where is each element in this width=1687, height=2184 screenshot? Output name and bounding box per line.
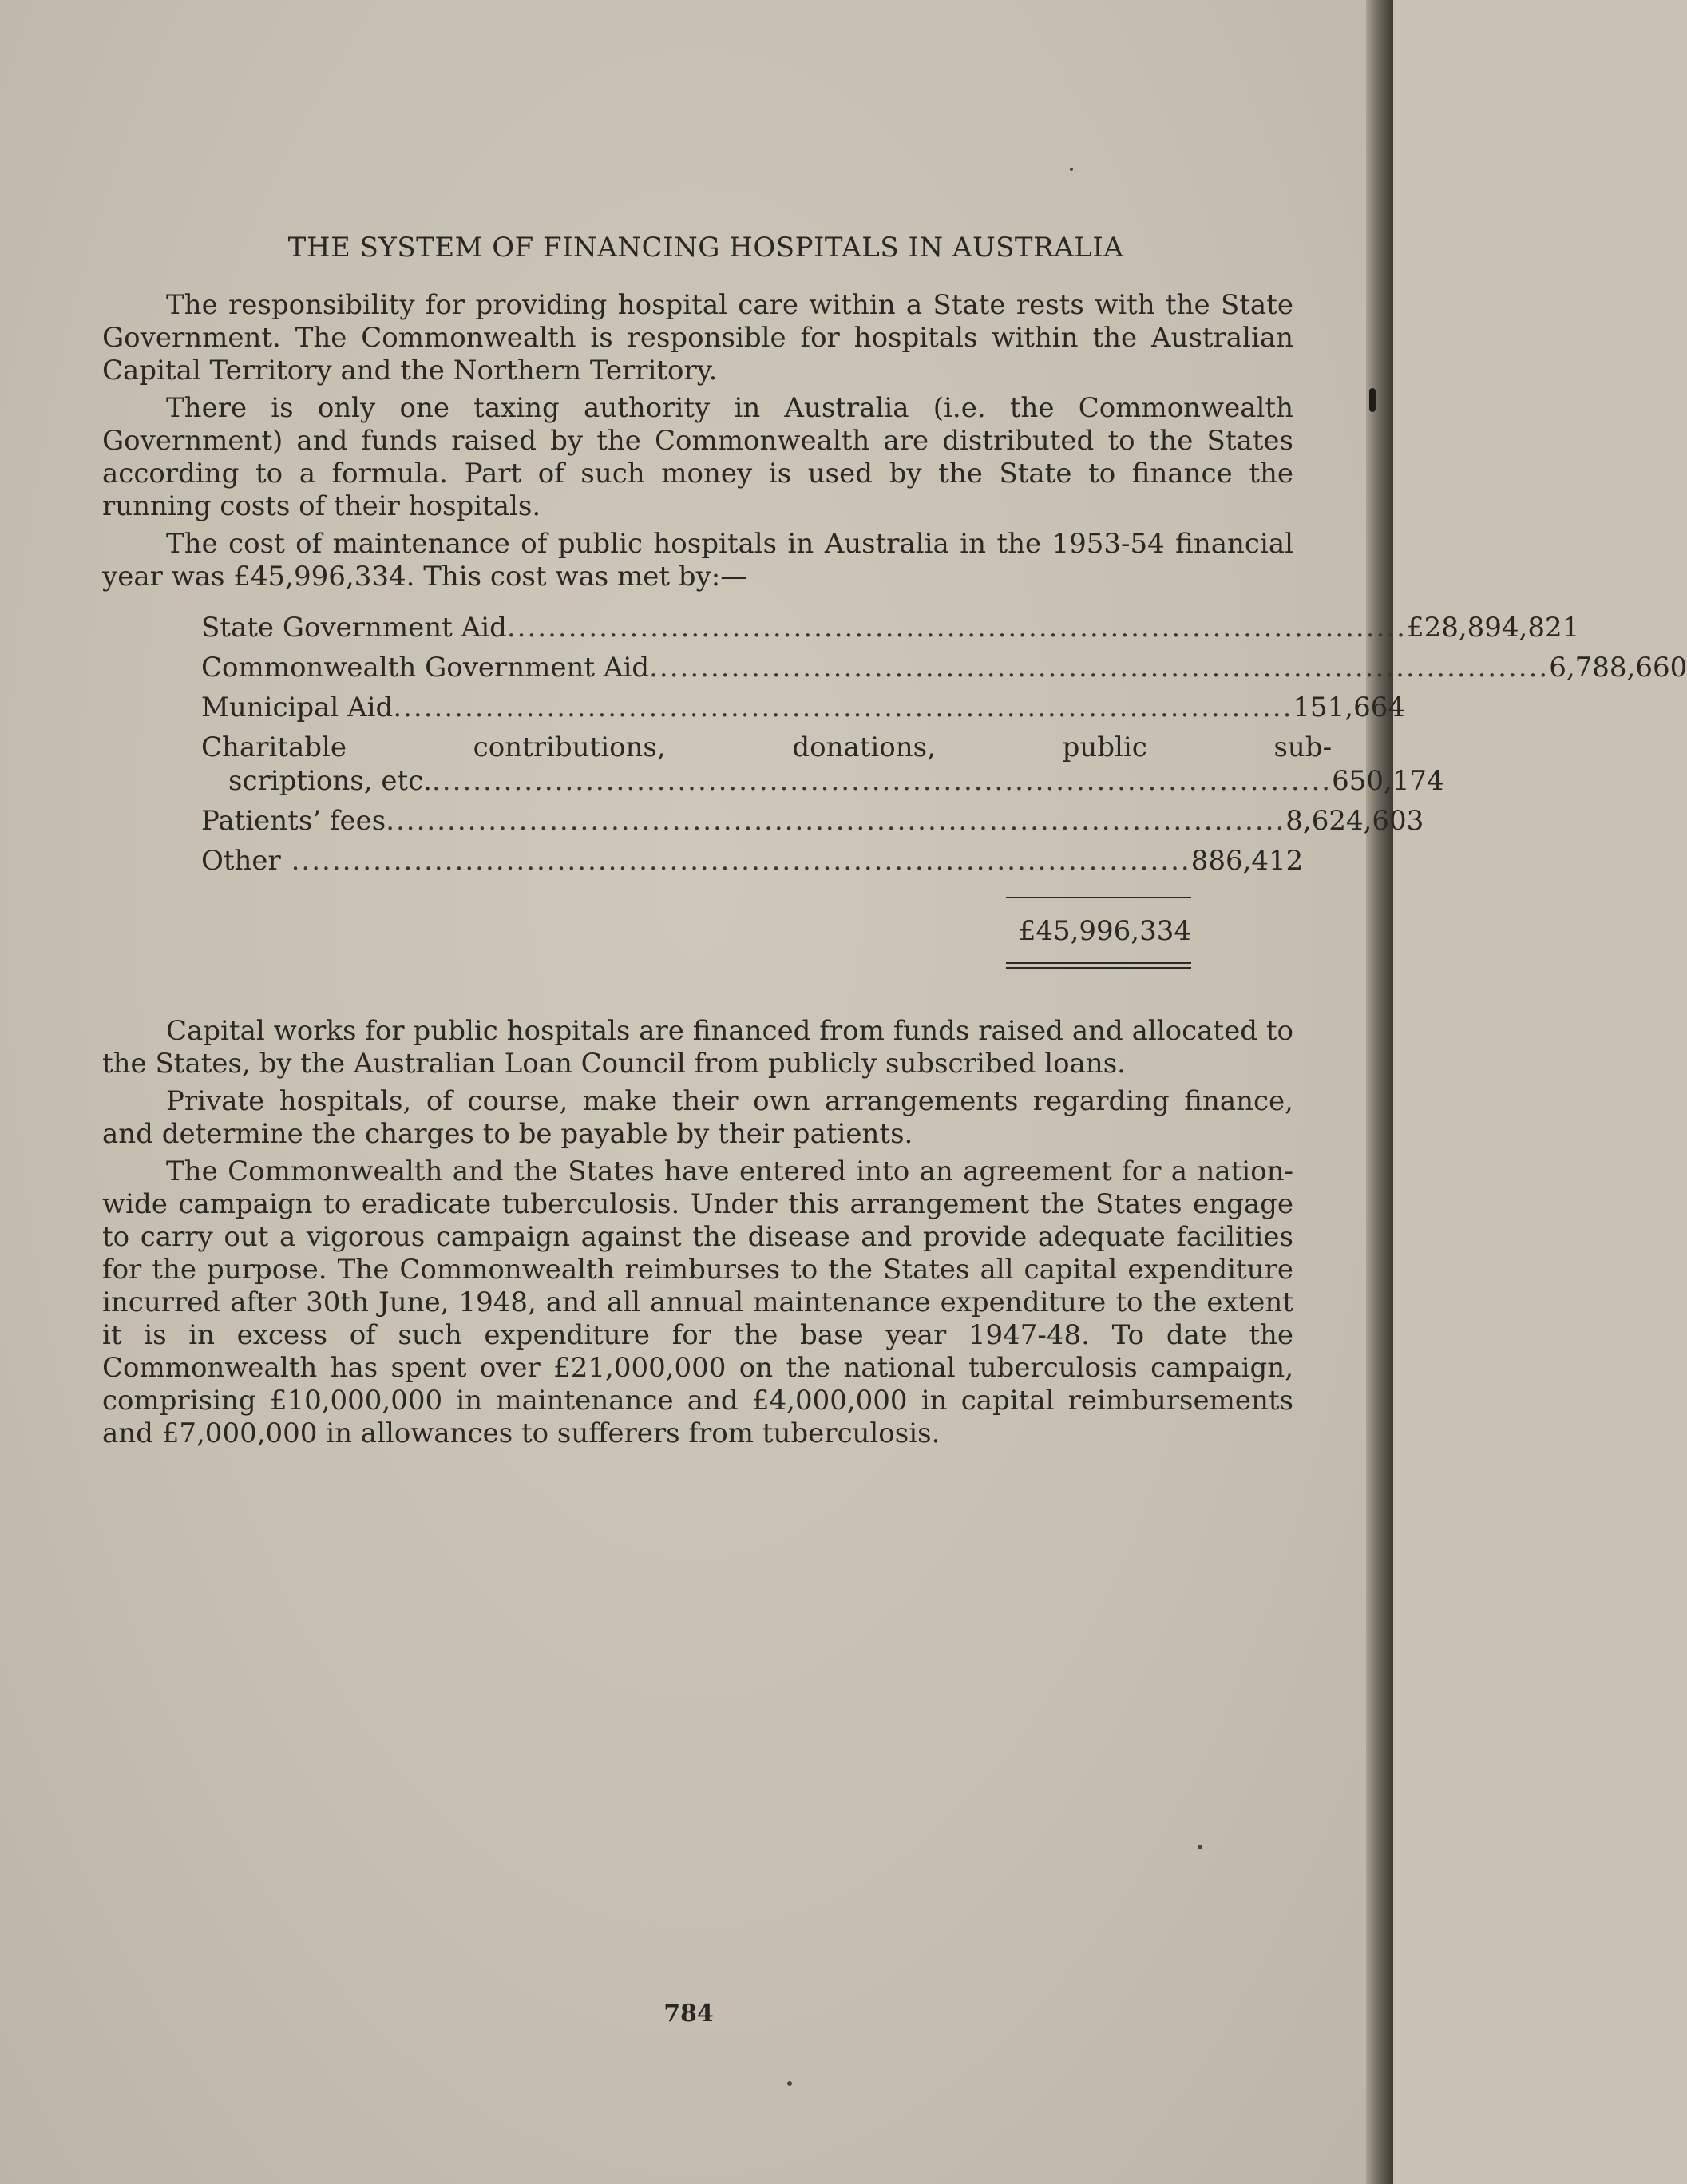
total-row (201, 914, 1191, 948)
table-row (201, 684, 1405, 724)
table-row (201, 724, 1444, 798)
paper-speck (1070, 168, 1073, 171)
maintenance-cost-table (201, 604, 1687, 969)
paper-speck (787, 2081, 792, 2086)
row-label: State Government Aid........................................................................................ (201, 612, 1407, 644)
paragraph: Private hospitals, of course, make their own arrangements regarding finance, and determine the charges to be payable by their patients. (102, 1085, 1293, 1150)
row-label: Charitable contributions, donations, public sub- scriptions, etc......................................................................................... (201, 731, 1333, 797)
total-rule (1006, 897, 1191, 898)
total-amount: £45,996,334 (1018, 915, 1191, 947)
table-row (201, 644, 1687, 684)
document-body (102, 232, 1687, 1455)
row-amount: 650,174 (1332, 765, 1444, 797)
page-number: 784 (663, 2000, 714, 2027)
binding-mark (1369, 388, 1376, 412)
page-title: THE SYSTEM OF FINANCING HOSPITALS IN AUSTRALIA (287, 232, 1124, 264)
row-amount: 151,664 (1293, 692, 1405, 723)
paragraph: Capital works for public hospitals are financed from funds raised and allocated to the States, by the Australian Loan Council from publicly subscribed loans. (102, 1015, 1293, 1080)
paragraph: The Commonwealth and the States have entered into an agreement for a nation-wide campaign to eradicate tuberculosis. Under this arrangement the States engage to carry out a vigorous campaign against the disease and provide adequate facilities for the purpose. The Commonwealth reimburses to the States all capital expenditure incurred after 30th June, 1948, and all annual maintenance expenditure to the extent it is in excess of such expenditure for the base year 1947-48. To date the Commonwealth has spent over £21,000,000 on the national tuberculosis campaign, comprising £10,000,000 in maintenance and £4,000,000 in capital reimbursements and £7,000,000 in allowances to sufferers from tuberculosis. (102, 1155, 1293, 1449)
paragraph: The responsibility for providing hospital care within a State rests with the State Government. The Commonwealth is responsible for hospitals within the Australian Capital Territory and the Northern Territory. (102, 289, 1293, 386)
table-row (201, 604, 1580, 644)
row-label: Other ........................................................................................ (201, 845, 1191, 877)
paragraph: There is only one taxing authority in Australia (i.e. the Commonwealth Government) and funds raised by the Commonwealth are distributed to the States according to a formula. Part of such money is used by the State to finance the running costs of their hospitals. (102, 392, 1293, 522)
row-amount: 6,788,660 (1549, 652, 1687, 684)
total-double-rule (1006, 962, 1191, 969)
book-binding-edge (1366, 0, 1393, 2184)
paper-speck (1198, 1845, 1202, 1849)
table-row (201, 838, 1304, 878)
row-label: Commonwealth Government Aid........................................................................................ (201, 652, 1550, 684)
row-label: Patients’ fees........................................................................................ (201, 805, 1286, 837)
row-amount: 8,624,603 (1285, 805, 1424, 837)
table-row (201, 798, 1424, 838)
row-amount: 886,412 (1190, 845, 1304, 877)
row-amount: £28,894,821 (1406, 612, 1580, 644)
row-label: Municipal Aid........................................................................................ (201, 692, 1293, 723)
paragraph: The cost of maintenance of public hospitals in Australia in the 1953-54 financial year was £45,996,334. This cost was met by:— (102, 528, 1293, 593)
